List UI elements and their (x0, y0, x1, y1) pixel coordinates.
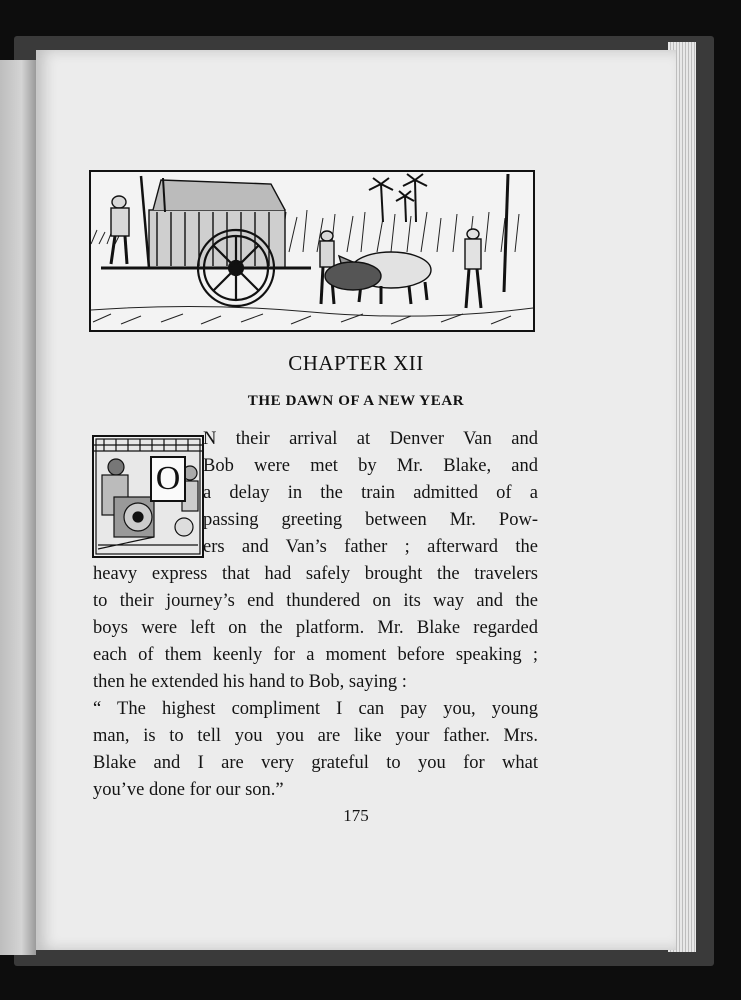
drop-cap-illustration (92, 435, 204, 558)
body-line: then he extended his hand to Bob, saying : (93, 672, 407, 692)
chapter-number: CHAPTER XII (288, 351, 424, 375)
body-line: ers and Van’s father ; afterward the (203, 537, 538, 557)
body-line: N their arrival at Denver Van and (203, 429, 538, 449)
body-line: you’ve done for our son.” (93, 780, 284, 800)
body-line: a delay in the train admitted of a (203, 483, 538, 503)
body-line: “ The highest compliment I can pay you, young (93, 699, 538, 719)
page-number: 175 (343, 806, 369, 825)
sugar-cane-cart-illustration (91, 172, 533, 330)
body-line: boys were left on the platform. Mr. Blake regarded (93, 618, 538, 638)
header-illustration (89, 170, 535, 332)
body-line: man, is to tell you you are like your father. Mrs. (93, 726, 538, 746)
body-line: passing greeting between Mr. Pow- (203, 510, 538, 530)
body-line: Blake and I are very grateful to you for what (93, 753, 538, 773)
body-line: heavy express that had safely brought the travelers (93, 564, 538, 584)
facing-page-edge (0, 60, 36, 955)
drop-cap-letter: O (150, 456, 186, 502)
chapter-title: THE DAWN OF A NEW YEAR (247, 393, 465, 409)
body-line: to their journey’s end thundered on its way and the (93, 591, 538, 611)
body-line: Bob were met by Mr. Blake, and (203, 456, 538, 476)
body-line: each of them keenly for a moment before speaking ; (93, 645, 538, 665)
book-page (36, 50, 676, 950)
